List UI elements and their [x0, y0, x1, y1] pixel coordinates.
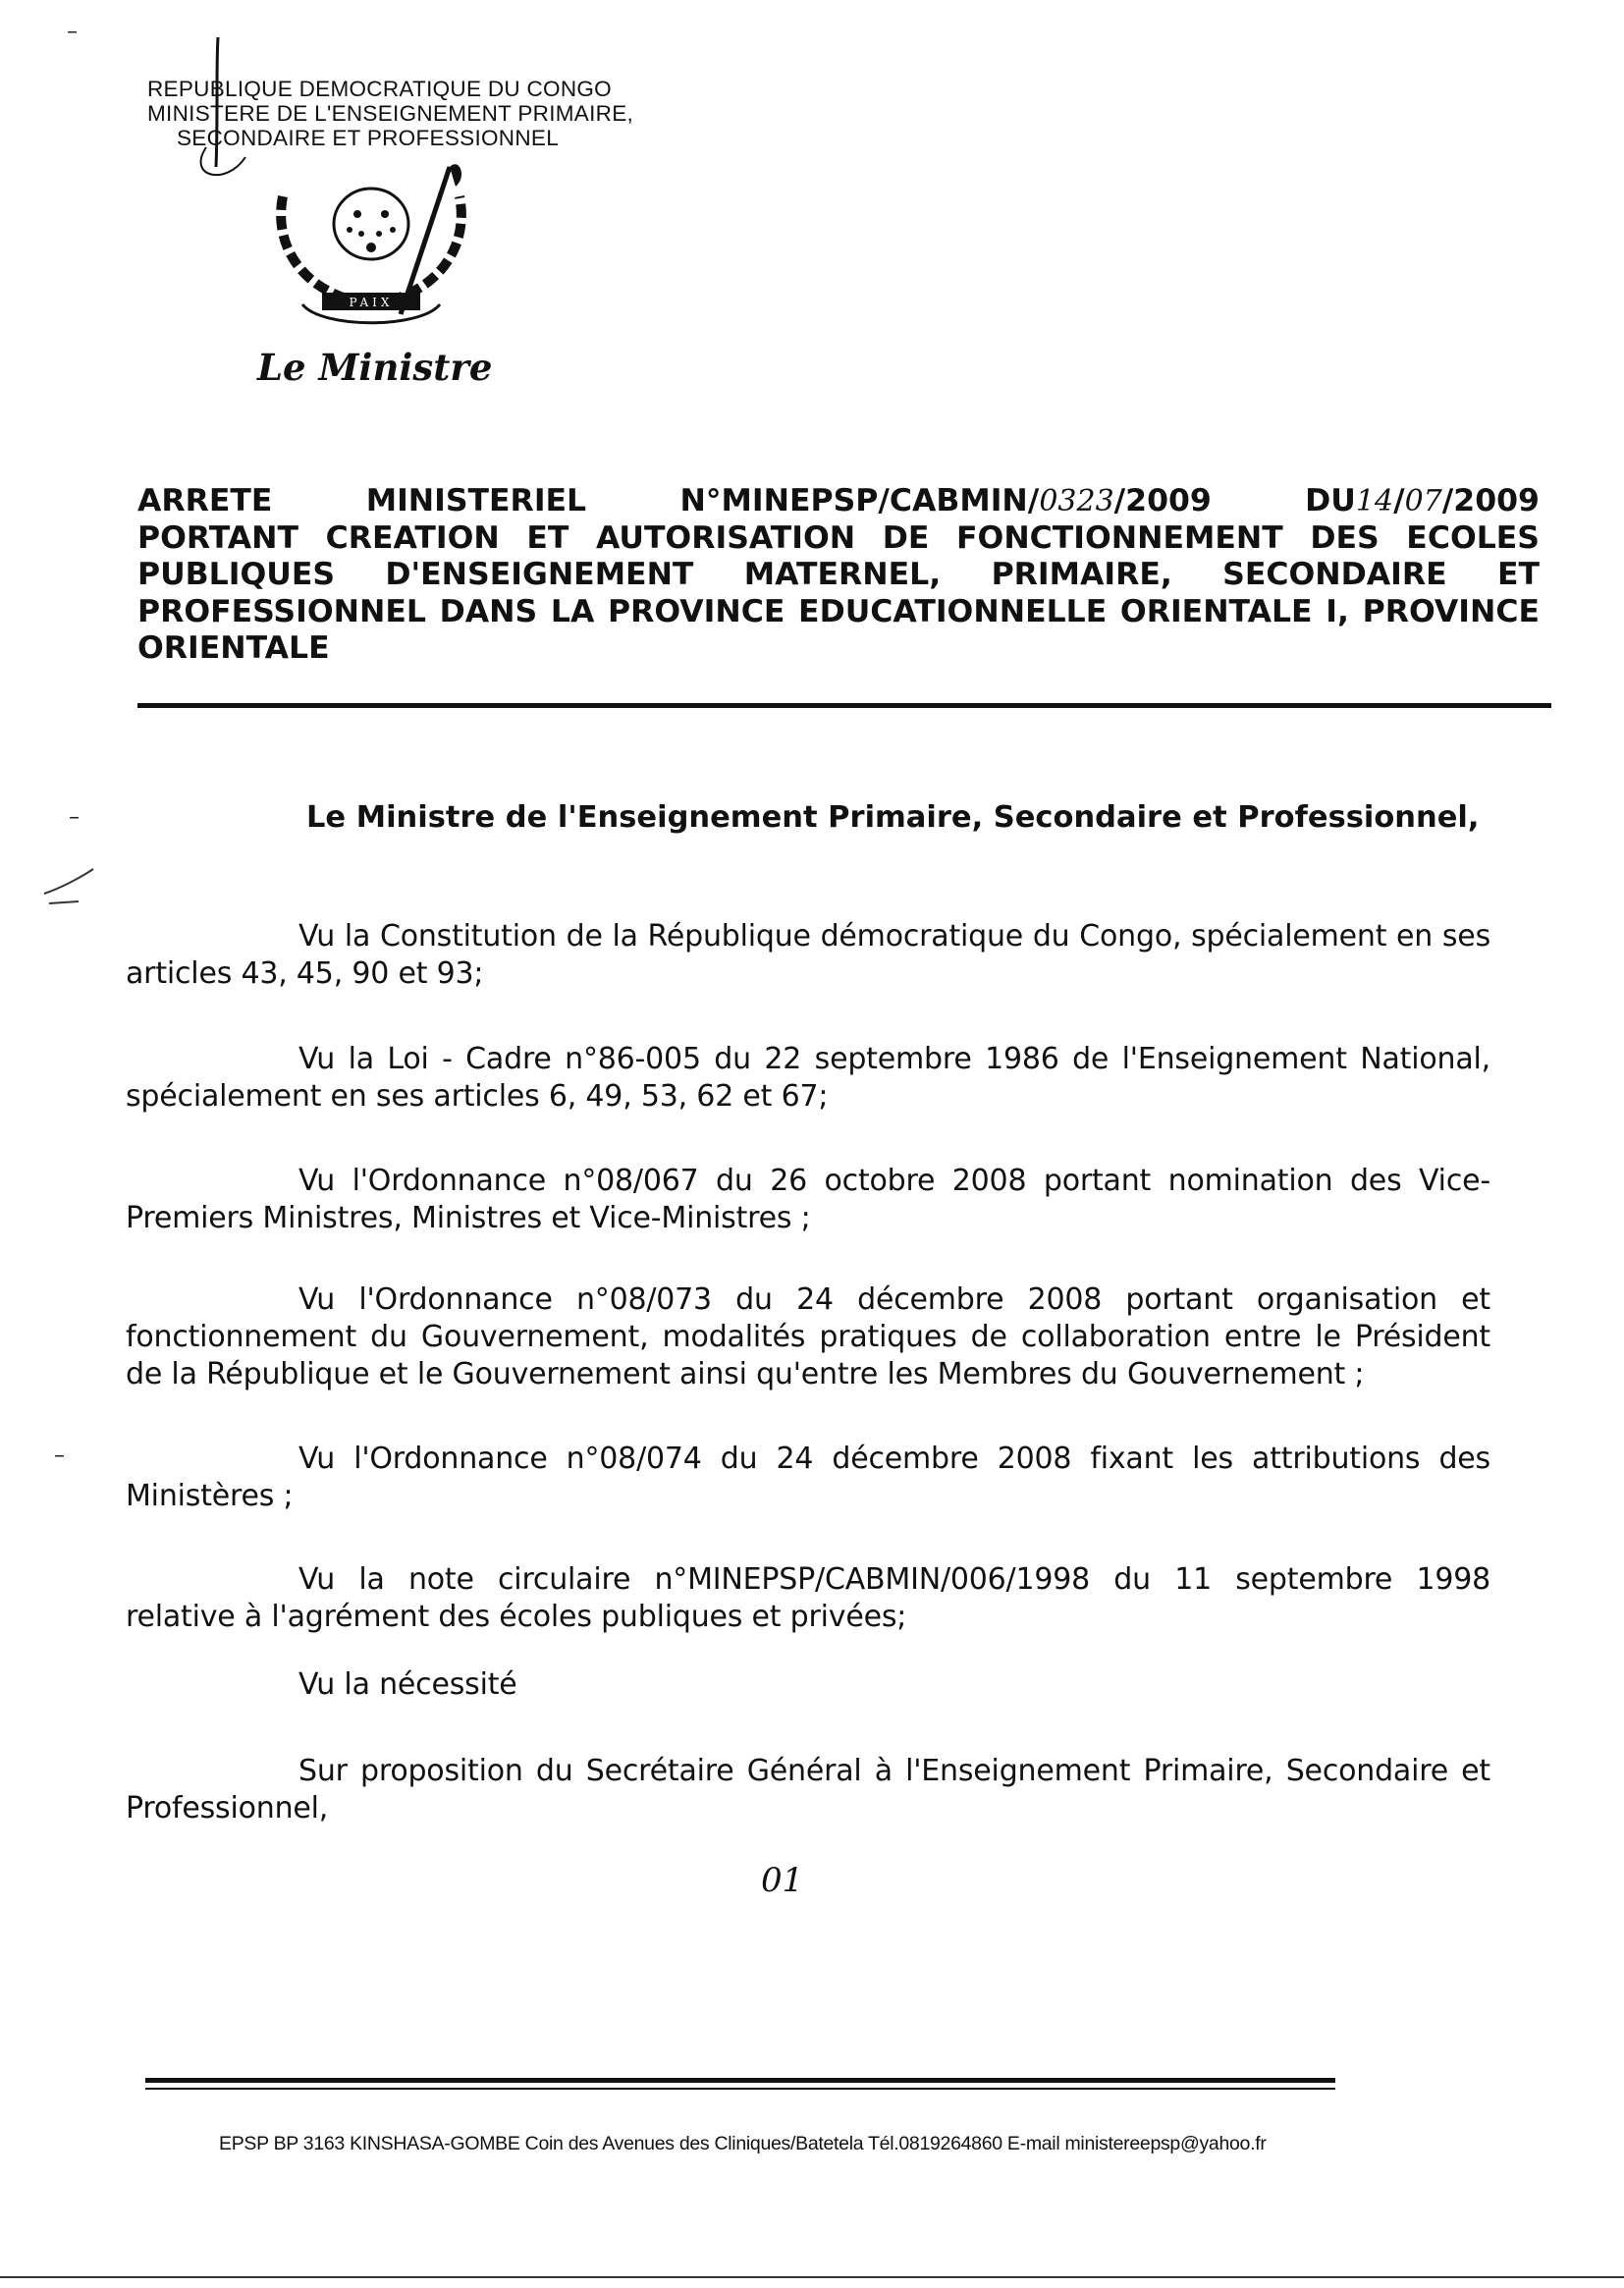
minister-heading: Le Ministre de l'Enseignement Primaire, Secondaire et Professionnel,	[306, 800, 1480, 835]
preamble-paragraph: Vu la Constitution de la République démocratique du Congo, spécialement en ses articles 43, 45, 90 et 93;	[126, 919, 1490, 991]
preamble-paragraph: Sur proposition du Secrétaire Général à l'Enseignement Primaire, Secondaire et Professionnel,	[126, 1754, 1490, 1825]
preamble-paragraph: Vu l'Ordonnance n°08/067 du 26 octobre 2008 portant nomination des Vice-Premiers Ministres, Ministres et Vice-Ministres ;	[126, 1164, 1490, 1235]
preamble-paragraph: Vu la Loi - Cadre n°86-005 du 22 septembre 1986 de l'Enseignement National, spécialement en ses articles 6, 49, 53, 62 et 67;	[126, 1042, 1490, 1114]
signature-title: Le Ministre	[257, 346, 493, 389]
title-date: DU14/07/2009	[1305, 483, 1540, 518]
preamble-paragraph: Vu l'Ordonnance n°08/073 du 24 décembre 2008 portant organisation et fonctionnement du Gouvernement, modalités pratiques de collaboration entre le Président de la République et le Gouvernement ainsi qu'entre les Membres du Gouvernement ;	[126, 1282, 1490, 1391]
document-title	[137, 483, 1540, 668]
footer-address: EPSP BP 3163 KINSHASA-GOMBE Coin des Avenues des Cliniques/Batetela Tél.0819264860 E-mail ministereepsp@yahoo.fr	[219, 2133, 1267, 2154]
letterhead-line-country: REPUBLIQUE DEMOCRATIQUE DU CONGO	[147, 77, 612, 101]
letterhead-line-ministry-cont: SECONDAIRE ET PROFESSIONNEL	[177, 126, 560, 150]
letterhead-line-ministry: MINISTERE DE L'ENSEIGNEMENT PRIMAIRE,	[147, 101, 634, 126]
margin-scribble-icon	[39, 864, 98, 913]
footer-divider	[145, 2078, 1335, 2083]
page-mark: 01	[761, 1861, 804, 1900]
preamble-paragraph: Vu la nécessité	[298, 1667, 517, 1702]
preamble-paragraph: Vu la note circulaire n°MINEPSP/CABMIN/006/1998 du 11 septembre 1998 relative à l'agrément des écoles publiques et privées;	[126, 1562, 1490, 1634]
title-word-ministeriel: MINISTERIEL	[365, 483, 587, 518]
coat-of-arms-emblem	[263, 157, 479, 344]
title-divider	[137, 703, 1551, 708]
title-word-arrete: ARRETE	[137, 483, 273, 518]
title-reference: N°MINEPSP/CABMIN/0323/2009	[679, 483, 1212, 518]
scan-edge	[0, 2276, 1624, 2278]
margin-mark: –	[69, 805, 80, 830]
margin-mark: –	[67, 20, 78, 44]
title-body: PORTANT CREATION ET AUTORISATION DE FONCTIONNEMENT DES ECOLES PUBLIQUES D'ENSEIGNEMENT MATERNEL, PRIMAIRE, SECONDAIRE ET PROFESSIONNEL DANS LA PROVINCE EDUCATIONNELLE ORIENTALE I, PROVINCE ORIENTALE	[137, 519, 1540, 666]
footer-divider-thin	[145, 2088, 1335, 2090]
margin-mark: –	[54, 1444, 65, 1468]
emblem-motto: PAIX	[349, 296, 394, 309]
preamble-paragraph: Vu l'Ordonnance n°08/074 du 24 décembre 2008 fixant les attributions des Ministères ;	[126, 1442, 1490, 1513]
